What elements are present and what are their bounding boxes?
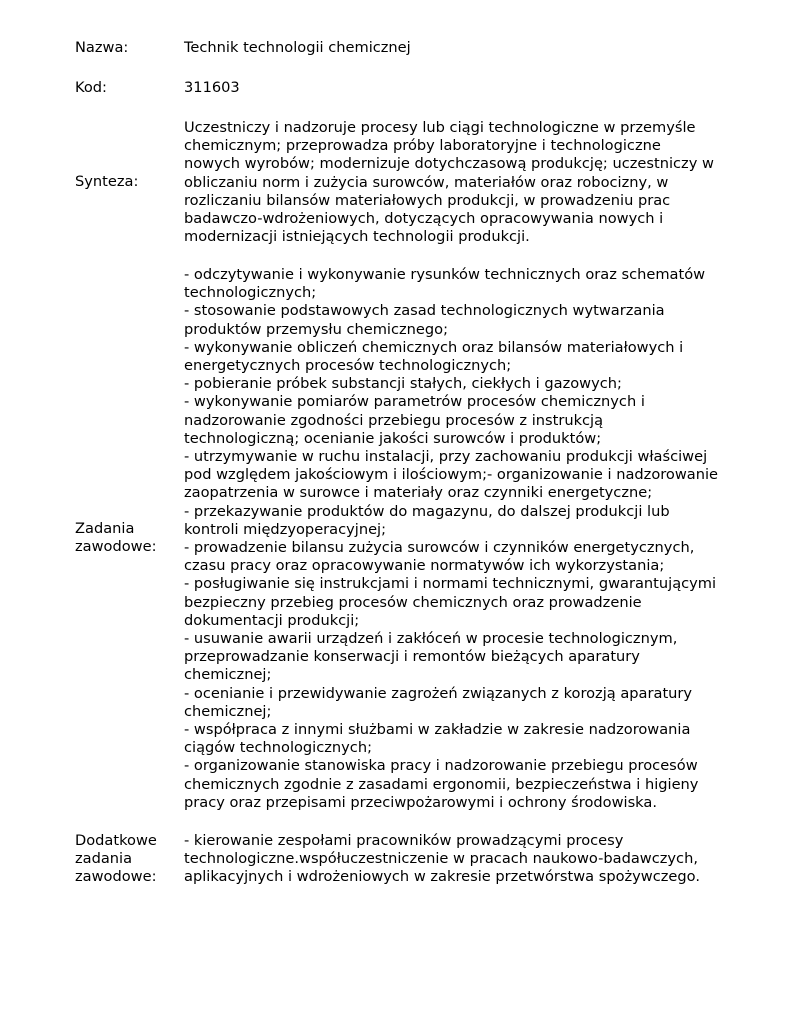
synteza-line: rozliczaniu bilansów materiałowych produkcji, w prowadzeniu prac	[184, 191, 671, 209]
zadania-line: pod względem jakościowym i ilościowym;- organizowanie i nadzorowanie	[184, 466, 719, 484]
zadania-line: - wykonywanie pomiarów parametrów procesów chemicznych i	[184, 393, 645, 411]
zadania-line: produktów przemysłu chemicznego;	[184, 320, 448, 338]
zadania-line: pracy oraz przepisami przeciwpożarowymi i ochrony środowiska.	[184, 793, 657, 811]
zadania-line: - ocenianie i przewidywanie zagrożeń związanych z korozją aparatury	[184, 684, 693, 702]
synteza-line: Uczestniczy i nadzoruje procesy lub ciągi technologiczne w przemyśle	[184, 119, 696, 136]
zadania-list	[184, 266, 769, 812]
zadania-line: nadzorowanie zgodności przebiegu procesów z instrukcją	[184, 411, 604, 429]
zadania-line: - prowadzenie bilansu zużycia surowców i czynników energetycznych,	[184, 539, 695, 557]
zadania-line: - stosowanie podstawowych zasad technologicznych wytwarzania	[184, 302, 665, 320]
zadania-label-line: zawodowe:	[75, 538, 157, 556]
zadania-line: - utrzymywanie w ruchu instalacji, przy zachowaniu produkcji właściwej	[184, 448, 708, 466]
zadania-line: chemicznej;	[184, 666, 272, 684]
dodatkowe-line: technologiczne.współuczestniczenie w pracach naukowo-badawczych,	[184, 850, 698, 868]
synteza-line: nowych wyrobów; modernizuje dotychczasową produkcję; uczestniczy w	[184, 155, 714, 173]
dodatkowe-label-line: zadania	[75, 850, 133, 868]
zadania-line: - pobieranie próbek substancji stałych, ciekłych i gazowych;	[184, 375, 622, 393]
zadania-line: - organizowanie stanowiska pracy i nadzorowanie przebiegu procesów	[184, 757, 698, 775]
dodatkowe-line: aplikacyjnych i wdrożeniowych w zakresie przetwórstwa spożywczego.	[184, 868, 700, 886]
synteza-line: badawczo-wdrożeniowych, dotyczących opracowywania nowych i	[184, 210, 664, 228]
dodatkowe-label-line: zawodowe:	[75, 868, 157, 886]
dodatkowe-label	[75, 832, 180, 887]
zadania-line: przeprowadzanie konserwacji i remontów bieżących aparatury	[184, 648, 640, 666]
zadania-line: - przekazywanie produktów do magazynu, do dalszej produkcji lub	[184, 502, 670, 520]
zadania-label	[75, 520, 180, 556]
zadania-line: chemicznych zgodnie z zasadami ergonomii, bezpieczeństwa i higieny	[184, 775, 699, 793]
zadania-line: - wykonywanie obliczeń chemicznych oraz bilansów materiałowych i	[184, 338, 684, 356]
zadania-line: dokumentacji produkcji;	[184, 611, 360, 629]
zadania-line: technologiczną; ocenianie jakości surowców i produktów;	[184, 429, 602, 447]
nazwa-value: Technik technologii chemicznej	[184, 39, 411, 56]
zadania-line: - usuwanie awarii urządzeń i zakłóceń w procesie technologicznym,	[184, 630, 678, 648]
zadania-line: ciągów technologicznych;	[184, 739, 373, 757]
synteza-line: chemicznym; przeprowadza próby laboratoryjne i technologiczne	[184, 137, 661, 155]
zadania-line: bezpieczny przebieg procesów chemicznych oraz prowadzenie	[184, 593, 642, 611]
zadania-line: energetycznych procesów technologicznych;	[184, 357, 512, 375]
dodatkowe-line: - kierowanie zespołami pracowników prowadzącymi procesy	[184, 832, 624, 849]
zadania-line: - posługiwanie się instrukcjami i normami technicznymi, gwarantującymi	[184, 575, 717, 593]
zadania-line: - odczytywanie i wykonywanie rysunków technicznych oraz schematów	[184, 266, 706, 283]
kod-value: 311603	[184, 79, 240, 96]
synteza-label: Synteza:	[75, 173, 139, 190]
dodatkowe-list	[184, 832, 769, 887]
zadania-label-line: Zadania	[75, 520, 135, 537]
zadania-line: - współpraca z innymi służbami w zakładzie w zakresie nadzorowania	[184, 721, 691, 739]
kod-label: Kod:	[75, 79, 107, 96]
zadania-line: zaopatrzenia w surowce i materiały oraz czynniki energetyczne;	[184, 484, 653, 502]
synteza-text	[184, 119, 769, 246]
zadania-line: kontroli międzyoperacyjnej;	[184, 520, 387, 538]
zadania-line: czasu pracy oraz opracowywanie normatywów ich wykorzystania;	[184, 557, 665, 575]
synteza-line: modernizacji istniejących technologii produkcji.	[184, 228, 530, 246]
synteza-line: obliczaniu norm i zużycia surowców, materiałów oraz robocizny, w	[184, 173, 669, 191]
zadania-line: technologicznych;	[184, 284, 317, 302]
nazwa-label: Nazwa:	[75, 39, 129, 56]
dodatkowe-label-line: Dodatkowe	[75, 832, 157, 849]
zadania-line: chemicznej;	[184, 702, 272, 720]
